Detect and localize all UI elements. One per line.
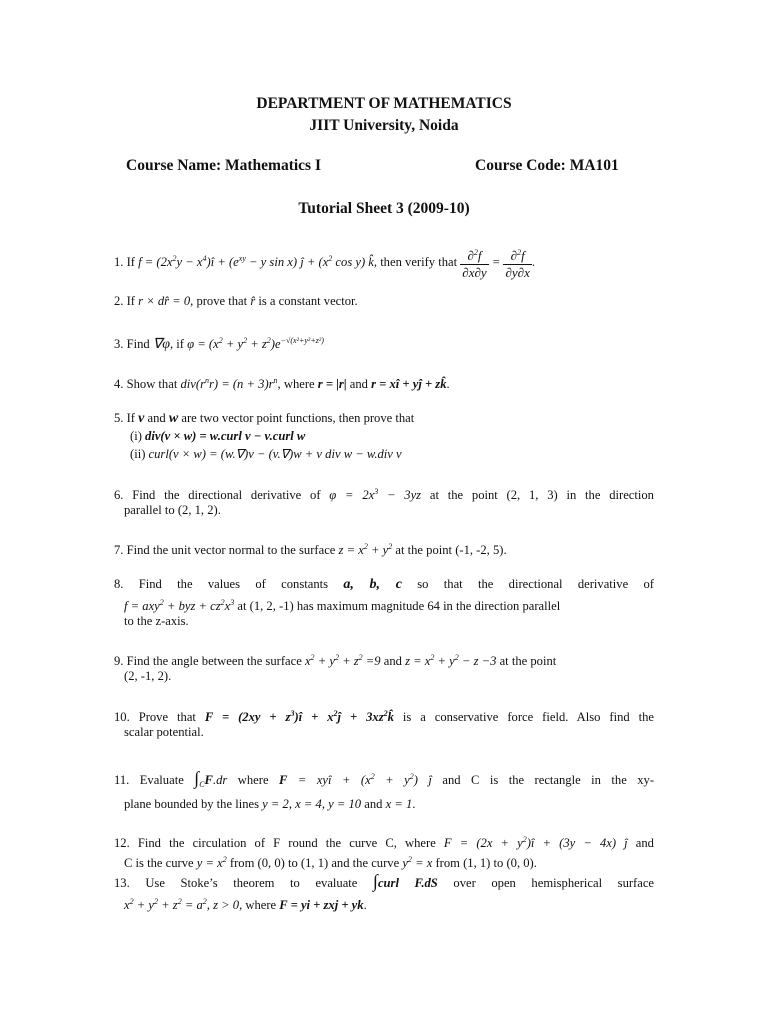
q4-lead: 4. Show that bbox=[114, 377, 178, 391]
q1-lead: 1. If bbox=[114, 254, 135, 269]
q1-frac-left: $\frac{\partial^2f}{\partial x\partial y}$ bbox=[460, 245, 488, 281]
question-6-line2: parallel to (2, 1, 2). bbox=[124, 503, 221, 517]
q9-and: and bbox=[383, 654, 402, 668]
department-heading: DEPARTMENT OF MATHEMATICS bbox=[256, 95, 512, 112]
question-10-line2: scalar potential. bbox=[124, 725, 204, 739]
q7-lead: 7. Find the unit vector normal to the surface bbox=[114, 543, 336, 557]
q5-ii-label: (ii) bbox=[130, 447, 146, 461]
q4-formula: $div(r^nr) = (n + 3)r^n$ bbox=[180, 376, 278, 391]
q12-and: and bbox=[635, 836, 654, 850]
question-11-line2: plane bounded by the lines y = 2, x = 4, y = 10 and x = 1. bbox=[124, 797, 416, 811]
q5-i-formula: div(v × w) = w.curl v − v.curl w bbox=[145, 429, 306, 443]
question-9-line2: (2, -1, 2). bbox=[124, 669, 172, 683]
q5-and: and bbox=[147, 411, 166, 425]
q1-formula: $f = (2x^2y$ − $x^4)î + (e^{xy} - y$ sin x) ĵ + ($x^2$ cos y) k̂ bbox=[138, 253, 374, 269]
q13-lead: 13. Use Stoke’s theorem to evaluate bbox=[114, 876, 358, 890]
q12-curve2: $y^2 = x$ bbox=[402, 855, 433, 870]
q13-integral: ∫curl F.dS bbox=[373, 871, 438, 891]
q9-tail: at the point bbox=[499, 654, 557, 668]
q7-formula: $z = x^2 + y^2$ bbox=[338, 542, 393, 557]
q10-formula: $F = (2xy + z^3)î$ + $x^2ĵ$ + $3xz^2k̂$ bbox=[204, 709, 394, 724]
q12-lead: 12. Find the circulation of F round the curve C, where bbox=[114, 836, 436, 850]
q13-where: , where bbox=[239, 898, 277, 912]
q8-formula: f = axy$^2$ + byz + $cz^2x^3$ bbox=[124, 598, 235, 613]
question-5-part-ii bbox=[130, 445, 402, 464]
question-12-line2 bbox=[124, 851, 537, 873]
q2-formula: r × dr̂ = 0 bbox=[138, 294, 191, 308]
q9-surface2: $z = x^2 + y^2 - z -3$ bbox=[405, 653, 497, 668]
q5-w: w bbox=[168, 411, 179, 426]
q12-curve1: $y = x^2$ bbox=[196, 855, 227, 870]
q9-lead: 9. Find the angle between the surface bbox=[114, 654, 302, 668]
question-5 bbox=[114, 409, 654, 429]
q11-x1: x = 1 bbox=[385, 797, 413, 811]
q2-mid: , prove that bbox=[190, 294, 248, 308]
q3-grad: ∇φ bbox=[152, 337, 170, 352]
question-8-line3: to the z-axis. bbox=[124, 614, 189, 628]
q3-lead: 3. Find bbox=[114, 337, 150, 351]
question-9 bbox=[114, 649, 654, 671]
question-11 bbox=[114, 768, 654, 795]
q11-where: where bbox=[237, 773, 269, 787]
question-8-line2 bbox=[124, 594, 560, 616]
q11-lead: 11. Evaluate bbox=[114, 773, 184, 787]
q13-tail: over open hemispherical surface bbox=[453, 876, 655, 890]
q8-line1b: so that the directional derivative of bbox=[417, 577, 655, 591]
q11-and: and bbox=[364, 797, 383, 811]
q5-v: v bbox=[138, 411, 145, 426]
q12-line2c: from (1, 1) to (0, 0). bbox=[435, 856, 537, 870]
q4-r-vec: r = xî + yĵ + zk̂ bbox=[371, 377, 447, 391]
q12-formula: $F = (2x + y^2)î + (3y - 4x)$ ĵ bbox=[443, 835, 628, 850]
q8-line2: at (1, 2, -1) has maximum magnitude 64 in the direction parallel bbox=[237, 599, 561, 613]
q7-tail: at the point (-1, -2, 5). bbox=[395, 543, 507, 557]
question-5-part-i bbox=[130, 427, 305, 446]
q10-tail: is a conservative force field. Also find the bbox=[402, 710, 655, 724]
course-name: Course Name: Mathematics I bbox=[126, 157, 321, 174]
q1-frac-right: $\frac{\partial^2f}{\partial y\partial x}$ bbox=[503, 245, 531, 281]
sheet-title: Tutorial Sheet 3 (2009-10) bbox=[298, 200, 470, 217]
q9-surface1: $x^2 + y^2 + z^2 =9$ bbox=[304, 653, 381, 668]
q3-formula: $\varphi = (x^2 + y^2 + z^2)e^{-√(x^2+y^2+z^2)}$ bbox=[187, 336, 324, 351]
q12-line2a: C is the curve bbox=[124, 856, 194, 870]
q5-tail: are two vector point functions, then prove that bbox=[181, 411, 415, 425]
q2-tail: is a constant vector. bbox=[258, 294, 358, 308]
q11-line2: plane bounded by the lines bbox=[124, 797, 260, 811]
question-13-line2: $x^2 + y^2 + z^2 = a^2$, z > 0, where F = yi + zxj + yk. bbox=[124, 897, 367, 912]
q4-r-mag: r = |r| bbox=[317, 377, 347, 391]
q8-line1a: 8. Find the values of constants bbox=[114, 577, 329, 591]
q5-ii-formula: curl(v × w) = (w.∇)v − (v.∇)w + v div w − w.div v bbox=[148, 447, 402, 461]
university-heading: JIIT University, Noida bbox=[309, 117, 459, 134]
question-2 bbox=[114, 292, 654, 311]
question-12 bbox=[114, 831, 654, 853]
q10-lead: 10. Prove that bbox=[114, 710, 196, 724]
question-4: 4. Show that $div(r^nr) = (n + 3)r^n$, where r = |r| and r = xî + yĵ + zk̂. bbox=[114, 376, 450, 391]
q2-rhat: r̂ bbox=[250, 294, 256, 308]
q6-formula: $\varphi = 2x^3 - 3yz$ bbox=[329, 487, 422, 502]
course-code: Course Code: MA101 bbox=[475, 157, 619, 174]
q1-then: , then verify that bbox=[373, 254, 458, 269]
question-7 bbox=[114, 538, 654, 560]
q11-formula: F = xyî + $(x^2 + y^2)$ ĵ bbox=[279, 772, 432, 787]
question-8 bbox=[114, 575, 654, 595]
q12-line2b: from (0, 0) to (1, 1) and the curve bbox=[229, 856, 400, 870]
question-3 bbox=[114, 332, 654, 355]
q4-where: , where bbox=[277, 377, 315, 391]
q6-line1: 6. Find the directional derivative of bbox=[114, 488, 321, 502]
q8-constants: a, b, c bbox=[343, 577, 402, 592]
q5-i-label: (i) bbox=[130, 429, 142, 443]
q5-lead: 5. If bbox=[114, 411, 135, 425]
q3-mid: , if bbox=[169, 337, 184, 351]
q4-and: and bbox=[349, 377, 368, 391]
q13-formula: F = yi + zxj + yk bbox=[279, 898, 364, 912]
q11-integral: $\int_CF.dr$ bbox=[194, 768, 228, 789]
q2-lead: 2. If bbox=[114, 294, 135, 308]
q11-lines: y = 2, x = 4, y = 10 bbox=[262, 797, 362, 811]
q11-tail: and C is the rectangle in the xy- bbox=[442, 773, 655, 787]
question-13 bbox=[114, 872, 654, 893]
question-1: 1. If $f = (2x^2y$ − $x^4)î + (e^{xy} - y$ sin x) ĵ + ($x^2$ cos y) k̂, then verify that $\frac{\partial^2f}{\partial x\partial y}$ = $\frac{\partial^2f}{\partial y\partial x}$ . bbox=[114, 245, 674, 281]
q6-mid: at the point (2, 1, 3) in the direction bbox=[429, 488, 654, 502]
q13-surface: $x^2 + y^2 + z^2 = a^2$, z > 0 bbox=[124, 897, 240, 912]
